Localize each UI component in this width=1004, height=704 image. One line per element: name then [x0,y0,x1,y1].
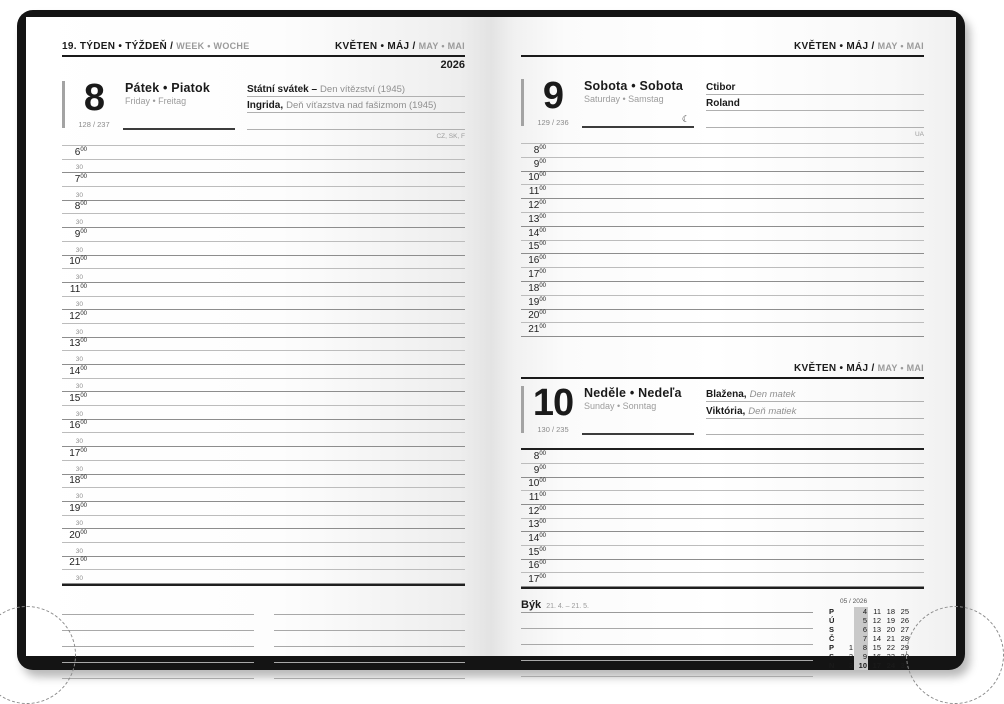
calendar-day: 25 [900,607,909,617]
time-slot-row [62,557,465,571]
half-hour-row [62,406,465,420]
month-header-secondary: MAY • MAI [418,41,465,51]
time-label: $19^{00}$ [69,502,87,514]
page-spread [26,17,956,671]
time-label: $15^{00}$ [528,546,546,558]
half-hour-row [62,543,465,557]
holiday-countries: CZ, SK, F [436,133,465,140]
time-label: $8^{00}$ [533,450,546,462]
note-line [521,645,813,661]
spacer [521,337,924,361]
time-label: $14^{00}$ [528,532,546,544]
time-slot-row [62,420,465,434]
holiday-entry [247,97,465,114]
right-page-header [521,39,924,57]
half-hour-row [62,242,465,256]
bottom-note-lines [521,613,813,677]
time-label: $15^{00}$ [69,393,87,405]
day-name-intl: Sunday • Sonntag [584,401,657,412]
notes-column [62,599,254,679]
mini-calendar-header: 05 / 2026 [840,598,868,606]
half-hour-label: 30 [75,438,83,446]
time-label: $9^{00}$ [533,158,546,170]
calendar-day: 22 [886,643,895,653]
time-slot-row [62,502,465,516]
note-line [62,647,254,663]
month-header-left [335,41,465,52]
day-number-column [524,382,582,435]
calendar-day: 20 [886,625,895,635]
note-line [521,629,813,645]
half-hour-label: 30 [75,328,83,336]
calendar-day: 13 [872,625,881,635]
day-number: 9 [542,75,564,117]
day-of-year: 130 / 235 [537,425,569,435]
month-header-primary: KVĚTEN • MÁJ / [794,41,875,52]
half-hour-label: 30 [75,219,83,227]
week-header-secondary: WEEK • WOCHE [176,41,250,51]
time-slot-row [62,475,465,489]
note-line [521,661,813,677]
calendar-day: 5 [854,616,868,625]
day-number-column [524,75,582,128]
calendar-day: 12 [872,616,881,626]
time-label: $14^{00}$ [528,227,546,239]
time-slot-row [521,573,924,587]
calendar-day: 1 [848,643,853,653]
calendar-day: 23 [886,652,895,662]
time-label: $14^{00}$ [69,365,87,377]
time-slot-row [521,464,924,478]
day-of-year: 129 / 236 [537,118,569,127]
day-name-column [582,78,694,128]
calendar-day [840,625,854,634]
week-header [62,41,250,52]
time-label: $9^{00}$ [533,464,546,476]
time-label: $16^{00}$ [69,420,87,432]
time-label: $10^{00}$ [528,172,546,184]
note-line [62,631,254,647]
nameday-entry [706,402,924,419]
friday-schedule-grid [62,145,465,584]
time-slot-row [521,560,924,574]
time-slot-row [62,283,465,297]
time-label: $21^{00}$ [69,557,87,569]
calendar-day: 9 [854,652,868,661]
time-slot-row [521,310,924,324]
day-name-column [582,385,694,435]
nameday-detail: Deň matiek [748,405,797,417]
weekday-letter: Č [829,634,835,644]
time-label: $17^{00}$ [528,574,546,586]
time-label: $8^{00}$ [74,201,87,213]
weekday-letter: P [829,607,835,617]
time-slot-row [521,532,924,546]
weekday-letter: Ú [829,616,835,626]
time-label: $8^{00}$ [533,144,546,156]
time-slot-row [521,519,924,533]
time-slot-row [62,529,465,543]
calendar-day: 8 [854,643,868,652]
calendar-day: 19 [886,616,895,626]
calendar-day [840,616,854,625]
day-number: 8 [83,77,105,119]
left-page [26,17,491,656]
half-hour-row [62,324,465,338]
week-header-primary: 19. TÝDEN • TÝŽDEŇ / [62,41,174,52]
time-slot-row [62,146,465,160]
nameday-name: Blažena, [706,388,747,400]
calendar-day: 17 [872,661,881,671]
zodiac-name: Býk [521,599,542,612]
time-label: $18^{00}$ [528,282,546,294]
time-slot-row [521,505,924,519]
time-label: $10^{00}$ [528,478,546,490]
month-header-right [794,41,924,52]
nameday-entries [706,78,924,128]
note-line [62,663,254,679]
time-label: $7^{00}$ [74,174,87,186]
half-hour-label: 30 [75,164,83,172]
time-slot-row [62,228,465,242]
time-label: $13^{00}$ [528,213,546,225]
time-label: $19^{00}$ [528,296,546,308]
calendar-day: 24 [886,661,895,671]
nameday-name: Viktória, [706,405,746,417]
time-slot-row [521,323,924,337]
month-header-primary: KVĚTEN • MÁJ / [794,363,875,375]
time-label: $15^{00}$ [528,241,546,253]
calendar-day [840,607,854,616]
half-hour-row [62,187,465,201]
time-slot-row [521,254,924,268]
mini-calendar-row [829,625,924,634]
calendar-day: 16 [872,652,881,662]
time-label: $17^{00}$ [528,268,546,280]
note-line [521,613,813,629]
half-hour-row [62,160,465,174]
half-hour-row [62,488,465,502]
nameday-name: Ctibor [706,81,736,93]
month-header-primary: KVĚTEN • MÁJ / [335,41,416,52]
half-hour-label: 30 [75,301,83,309]
time-slot-row [521,268,924,282]
time-slot-row [521,450,924,464]
note-line [274,631,466,647]
month-header-secondary: MAY • MAI [877,41,924,51]
calendar-day: 15 [872,643,881,653]
half-hour-row [62,351,465,365]
month-header-right [794,363,924,374]
mini-calendar-row [829,607,924,616]
time-slot-row [521,478,924,492]
half-hour-label: 30 [75,465,83,473]
tear-off-corner-mark-right [906,606,1004,704]
friday-day-block [62,77,465,130]
half-hour-label: 30 [75,383,83,391]
half-hour-row [62,297,465,311]
note-line [62,615,254,631]
last-quarter-moon-icon: ☾ [681,114,690,124]
calendar-day: 29 [900,643,909,653]
saturday-schedule-grid [521,143,924,337]
time-label: $20^{00}$ [528,310,546,322]
calendar-day: 7 [854,634,868,643]
calendar-day: 27 [900,625,909,635]
holiday-countries: UA [914,131,924,138]
time-label: $13^{00}$ [528,519,546,531]
weekday-letter: N [829,661,835,671]
half-hour-label: 30 [75,410,83,418]
time-label: $9^{00}$ [74,228,87,240]
time-slot-row [62,256,465,270]
half-hour-row [62,269,465,283]
time-slot-row [521,213,924,227]
weekday-letter: S [829,625,835,635]
time-slot-row [521,172,924,186]
half-hour-label: 30 [75,273,83,281]
nameday-detail: Deň víťazstva nad fašizmom (1945) [286,100,437,112]
time-slot-row [521,491,924,505]
half-hour-row [62,379,465,393]
holiday-detail: Den vítězství (1945) [320,83,406,95]
time-label: $18^{00}$ [69,475,87,487]
nameday-entry [706,78,924,95]
time-label: $12^{00}$ [528,199,546,211]
zodiac-date-range: 21. 4. – 21. 5. [546,603,589,611]
calendar-day: 18 [886,607,895,617]
day-of-year: 128 / 237 [78,120,110,129]
time-label: $11^{00}$ [528,186,546,198]
zodiac-notes [521,598,829,677]
blank-entry-line [706,111,924,128]
note-line [274,647,466,663]
time-slot-row [62,338,465,352]
time-slot-row [521,296,924,310]
calendar-day [840,634,854,643]
day-number-column [65,77,123,130]
weekday-letter: P [829,643,835,653]
calendar-day: 3 [848,661,853,671]
time-slot-row [62,447,465,461]
day-number: 10 [532,382,574,425]
nameday-entries [706,385,924,435]
calendar-day: 14 [872,634,881,644]
calendar-day: 6 [854,625,868,634]
half-hour-label: 30 [75,191,83,199]
year-label: 2026 [440,59,465,71]
nameday-entry [706,385,924,402]
half-hour-row [62,433,465,447]
left-page-header [62,39,465,57]
holiday-entry [247,80,465,97]
calendar-day: 28 [900,634,909,644]
note-line [274,615,466,631]
time-label: $6^{00}$ [74,146,87,158]
nameday-entry [706,95,924,112]
holiday-entries [247,80,465,130]
half-hour-row [62,214,465,228]
half-hour-row [62,516,465,530]
day-name: Pátek • Piatok [125,81,210,95]
blank-entry-line [247,113,465,130]
notes-area [62,599,465,679]
time-label: $10^{00}$ [69,256,87,268]
note-line [274,599,466,615]
time-slot-row [62,310,465,324]
holiday-name: Státní svátek – [247,83,318,95]
time-slot-row [521,227,924,241]
sunday-month-header [521,361,924,379]
calendar-day: 31 [900,661,909,671]
time-label: $16^{00}$ [528,255,546,267]
sunday-day-block [521,382,924,435]
calendar-day: 21 [886,634,895,644]
time-slot-row [62,392,465,406]
time-label: $20^{00}$ [69,529,87,541]
day-name: Sobota • Sobota [584,79,684,93]
time-label: $21^{00}$ [528,324,546,336]
half-hour-row [62,461,465,475]
bottom-area [521,598,924,677]
time-slot-row [521,241,924,255]
day-name: Neděle • Nedeľa [584,386,682,401]
saturday-day-block [521,75,924,128]
day-name-intl: Saturday • Samstag [584,94,664,104]
note-line [274,663,466,679]
nameday-name: Ingrida, [247,100,284,112]
nameday-name: Roland [706,98,740,110]
half-hour-label: 30 [75,492,83,500]
calendar-day: 30 [900,652,909,662]
time-slot-row [521,546,924,560]
half-hour-label: 30 [75,575,83,582]
half-hour-label: 30 [75,356,83,363]
calendar-day: 2 [848,652,853,662]
zodiac-row [521,598,813,613]
sunday-schedule-grid [521,450,924,587]
time-label: $17^{00}$ [69,447,87,459]
blank-entry-line [706,419,924,436]
section-divider [62,584,465,586]
time-slot-row [521,144,924,158]
section-divider [521,587,924,589]
diary-cover [17,10,965,670]
day-name-intl: Friday • Freitag [125,96,187,106]
half-hour-row [62,570,465,584]
time-label: $11^{00}$ [528,491,546,503]
notes-column [274,599,466,679]
calendar-day: 26 [900,616,909,626]
calendar-day: 11 [873,607,881,617]
spacer [521,435,924,448]
spacer [521,57,924,72]
time-slot-row [521,185,924,199]
note-line [62,599,254,615]
day-name-column [123,80,235,130]
time-label: $12^{00}$ [528,505,546,517]
time-slot-row [62,173,465,187]
half-hour-label: 30 [75,246,83,254]
time-slot-row [521,158,924,172]
time-label: $12^{00}$ [69,310,87,322]
time-label: $11^{00}$ [69,283,87,295]
half-hour-label: 30 [75,520,83,528]
time-slot-row [521,282,924,296]
mini-calendar-row [829,616,924,625]
nameday-detail: Den matek [749,388,796,400]
calendar-day: 10 [854,661,868,670]
weekday-letter: S [829,652,835,662]
time-slot-row [521,199,924,213]
half-hour-label: 30 [75,547,83,555]
time-label: $13^{00}$ [69,338,87,350]
calendar-day: 4 [854,607,868,616]
time-slot-row [62,201,465,215]
time-slot-row [62,365,465,379]
month-header-secondary: MAY • MAI [877,363,924,374]
time-label: $16^{00}$ [528,560,546,572]
right-page [491,17,956,671]
